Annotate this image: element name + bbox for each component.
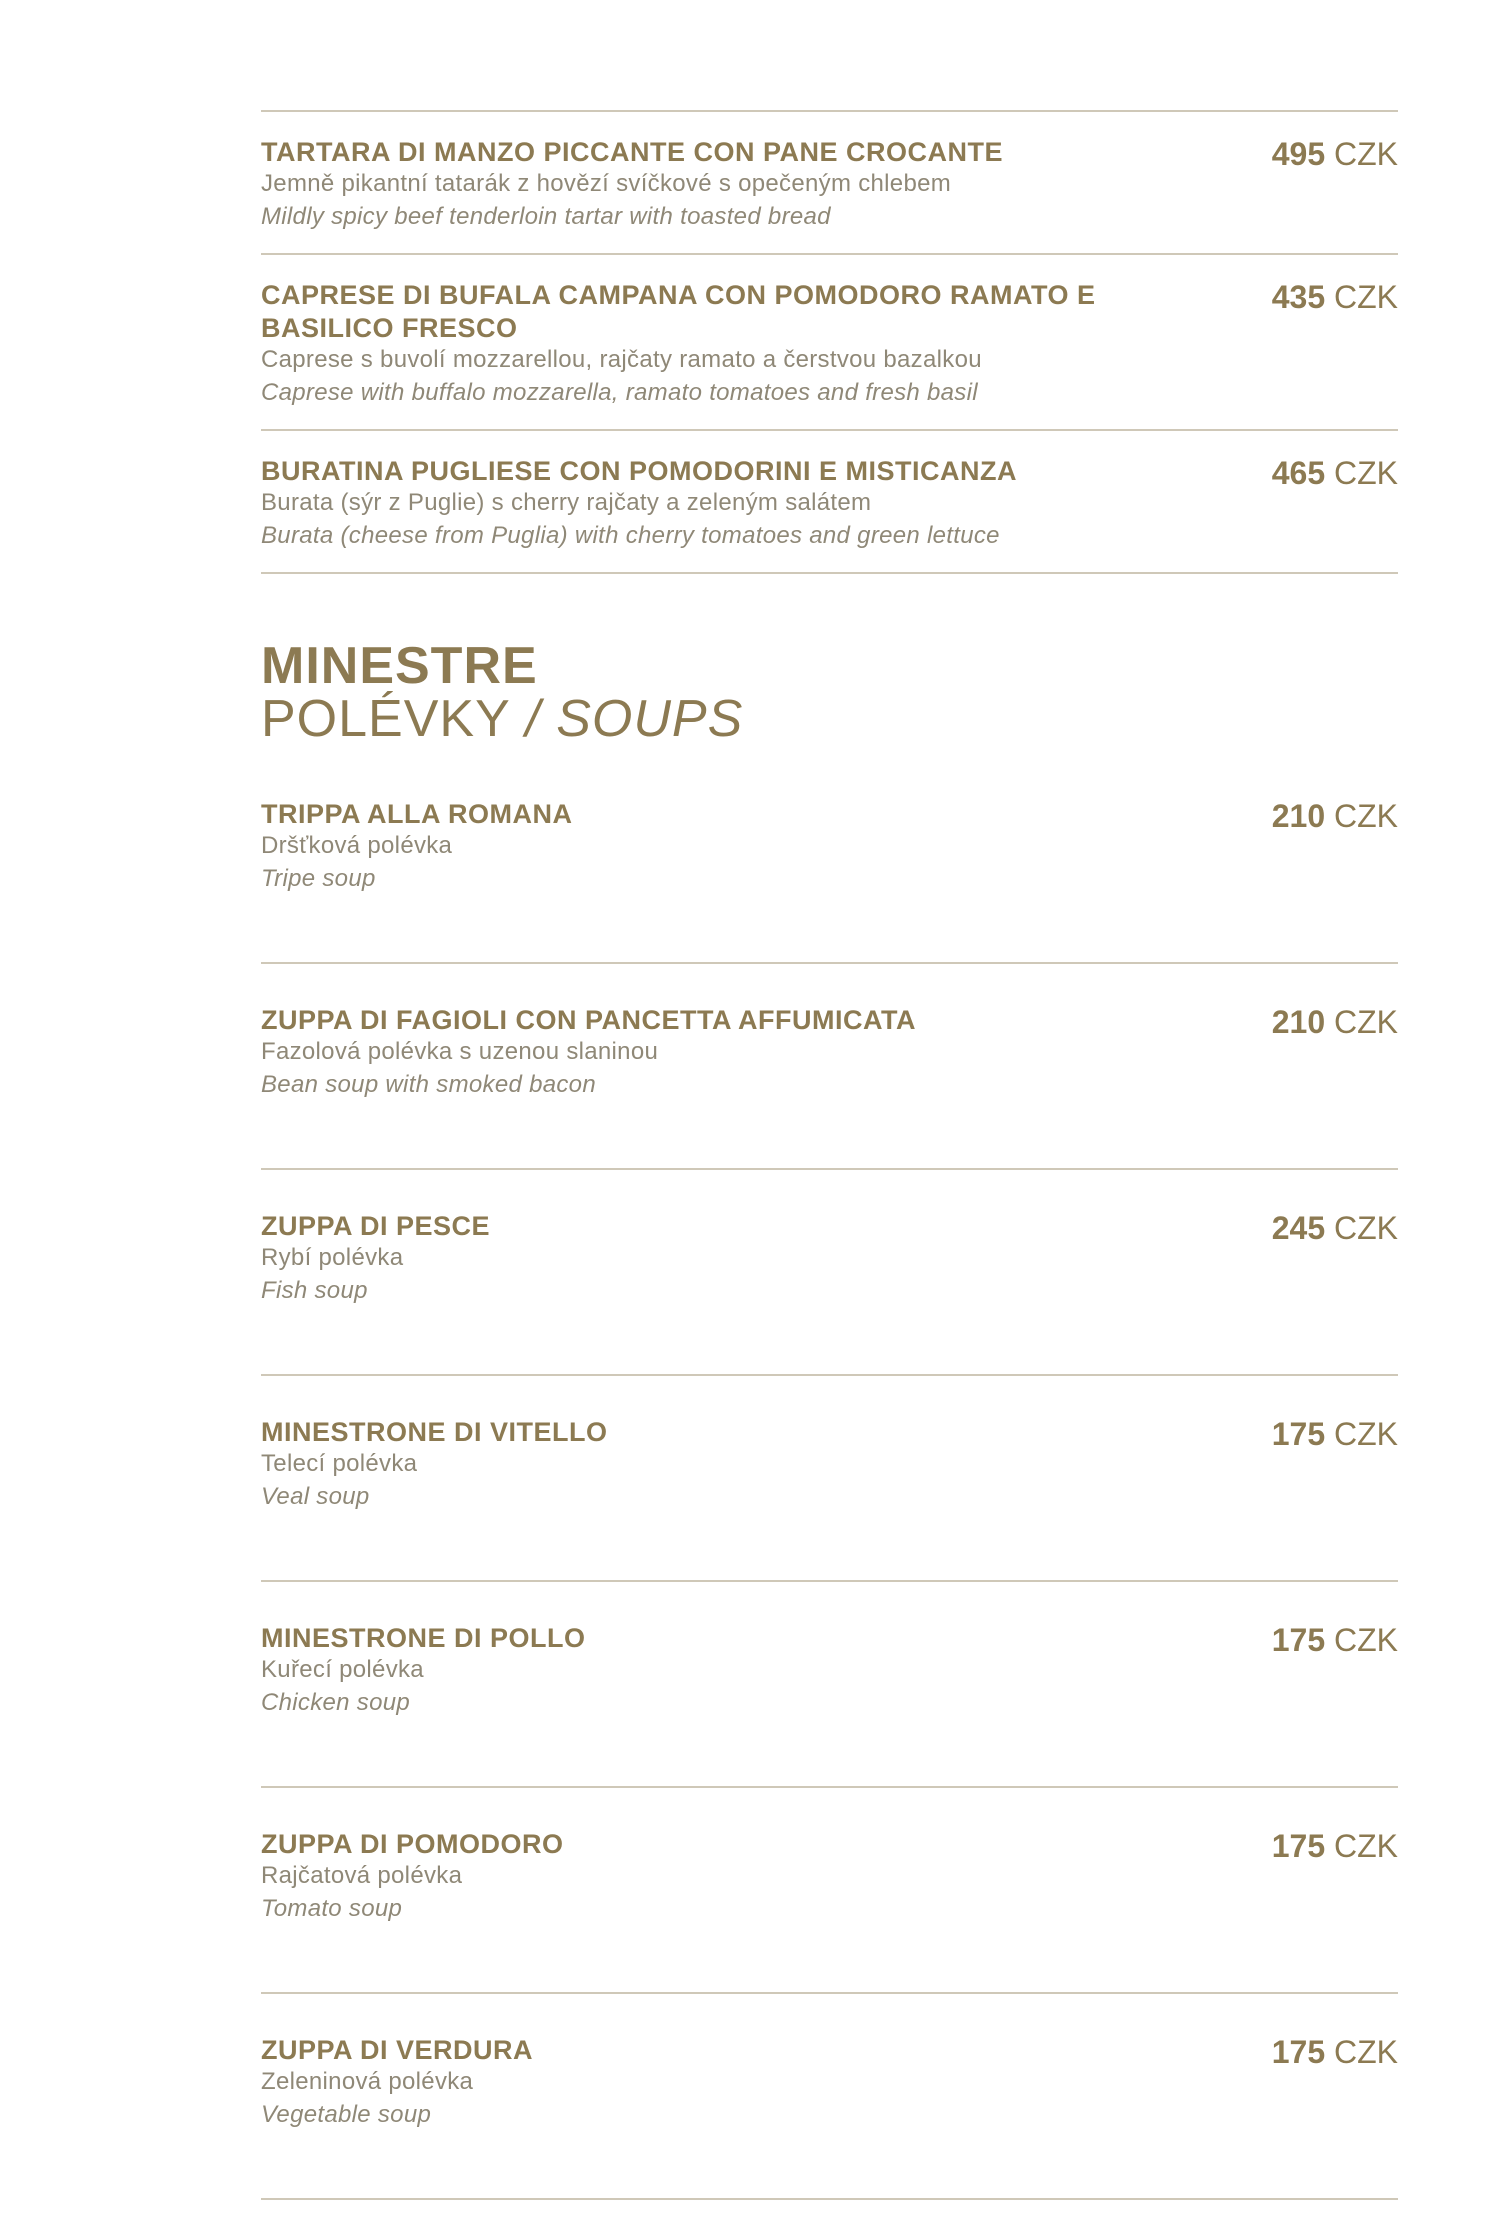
price-amount: 495	[1271, 136, 1326, 172]
divider	[261, 1168, 1398, 1170]
item-description-en: Chicken soup	[261, 1689, 411, 1716]
soups-list	[261, 798, 1398, 2200]
item-description-cz: Caprese s buvolí mozzarellou, rajčaty ramato a čerstvou bazalkou	[261, 346, 982, 373]
menu-item	[261, 1416, 1398, 1580]
item-description-cz: Burata (sýr z Puglie) s cherry rajčaty a zeleným salátem	[261, 489, 872, 516]
item-description-cz: Rybí polévka	[261, 1244, 404, 1271]
item-name: MINESTRONE DI VITELLO	[261, 1417, 608, 1447]
item-name: ZUPPA DI FAGIOLI CON PANCETTA AFFUMICATA	[261, 1005, 916, 1035]
item-description-en: Tripe soup	[261, 865, 376, 892]
item-price	[1272, 279, 1398, 315]
divider	[261, 1992, 1398, 1994]
price-amount: 210	[1271, 798, 1326, 834]
item-price	[1272, 798, 1398, 834]
price-currency: CZK	[1334, 798, 1398, 834]
item-description-cz: Jemně pikantní tatarák z hovězí svíčkové s opečeným chlebem	[261, 170, 952, 197]
item-description-cz: Dršťková polévka	[261, 832, 453, 859]
menu-item	[261, 431, 1398, 572]
item-price	[1272, 1622, 1398, 1658]
price-currency: CZK	[1334, 1210, 1398, 1246]
item-price	[1272, 1828, 1398, 1864]
item-name: CAPRESE DI BUFALA CAMPANA CON POMODORO RAMATO E BASILICO FRESCO	[261, 280, 1096, 343]
price-currency: CZK	[1334, 455, 1398, 491]
divider	[261, 962, 1398, 964]
item-description-en: Bean soup with smoked bacon	[261, 1071, 596, 1098]
item-description-cz: Zeleninová polévka	[261, 2068, 474, 2095]
item-description-en: Vegetable soup	[261, 2101, 432, 2128]
menu-item	[261, 112, 1398, 253]
menu-page	[261, 110, 1398, 2240]
item-price	[1272, 455, 1398, 491]
price-amount: 210	[1271, 1004, 1326, 1040]
item-description-en: Mildly spicy beef tenderloin tartar with toasted bread	[261, 203, 831, 230]
item-description-en: Caprese with buffalo mozzarella, ramato tomatoes and fresh basil	[261, 379, 978, 406]
item-name: TARTARA DI MANZO PICCANTE CON PANE CROCANTE	[261, 137, 1003, 167]
item-description-en: Fish soup	[261, 1277, 368, 1304]
item-name: MINESTRONE DI POLLO	[261, 1623, 586, 1653]
price-amount: 175	[1271, 1828, 1326, 1864]
section-subtitle	[261, 692, 1398, 746]
item-price	[1272, 2034, 1398, 2070]
menu-item	[261, 255, 1398, 429]
section-title: MINESTRE	[261, 637, 538, 695]
menu-item	[261, 1622, 1398, 1786]
section-subtitle-separator: /	[525, 690, 541, 748]
price-currency: CZK	[1334, 1004, 1398, 1040]
item-name: ZUPPA DI PESCE	[261, 1211, 491, 1241]
menu-item	[261, 1004, 1398, 1168]
item-price	[1272, 136, 1398, 172]
item-description-cz: Telecí polévka	[261, 1450, 418, 1477]
divider	[261, 2198, 1398, 2200]
price-amount: 175	[1271, 1622, 1326, 1658]
menu-item	[261, 798, 1398, 962]
price-amount: 245	[1271, 1210, 1326, 1246]
price-amount: 435	[1271, 279, 1326, 315]
section-subtitle-en: SOUPS	[556, 690, 744, 748]
price-amount: 465	[1271, 455, 1326, 491]
item-description-en: Veal soup	[261, 1483, 370, 1510]
price-currency: CZK	[1334, 279, 1398, 315]
starters-list	[261, 110, 1398, 574]
price-currency: CZK	[1334, 136, 1398, 172]
menu-item	[261, 1210, 1398, 1374]
item-name: BURATINA PUGLIESE CON POMODORINI E MISTICANZA	[261, 456, 1018, 486]
item-price	[1272, 1210, 1398, 1246]
price-currency: CZK	[1334, 2034, 1398, 2070]
section-heading	[261, 574, 1398, 798]
price-currency: CZK	[1334, 1622, 1398, 1658]
menu-item	[261, 2034, 1398, 2198]
item-description-cz: Rajčatová polévka	[261, 1862, 463, 1889]
item-name: ZUPPA DI VERDURA	[261, 2035, 534, 2065]
item-name: ZUPPA DI POMODORO	[261, 1829, 564, 1859]
price-amount: 175	[1271, 1416, 1326, 1452]
item-price	[1272, 1416, 1398, 1452]
price-currency: CZK	[1334, 1416, 1398, 1452]
divider	[261, 1374, 1398, 1376]
divider	[261, 1786, 1398, 1788]
item-price	[1272, 1004, 1398, 1040]
price-currency: CZK	[1334, 1828, 1398, 1864]
price-amount: 175	[1271, 2034, 1326, 2070]
item-description-cz: Kuřecí polévka	[261, 1656, 424, 1683]
item-description-en: Burata (cheese from Puglia) with cherry tomatoes and green lettuce	[261, 522, 1000, 549]
item-description-en: Tomato soup	[261, 1895, 403, 1922]
section-subtitle-cz: POLÉVKY	[261, 690, 510, 748]
divider	[261, 1580, 1398, 1582]
item-name: TRIPPA ALLA ROMANA	[261, 799, 573, 829]
item-description-cz: Fazolová polévka s uzenou slaninou	[261, 1038, 659, 1065]
menu-item	[261, 1828, 1398, 1992]
